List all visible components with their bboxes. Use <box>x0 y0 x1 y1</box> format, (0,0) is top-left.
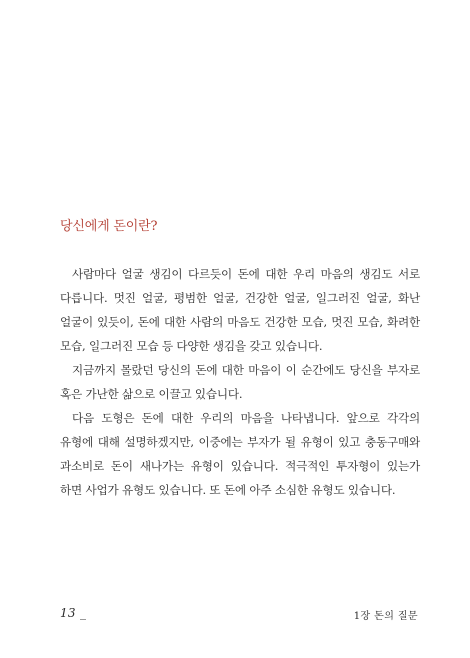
section-title: 당신에게 돈이란? <box>60 219 158 234</box>
paragraph-1: 사람마다 얼굴 생김이 다르듯이 돈에 대한 우리 마음의 생김도 서로 다릅니다. 멋진 얼굴, 평범한 얼굴, 건강한 얼굴, 일그러진 얼굴, 화난 얼굴이 있듯이, 돈에 대한 사람의 마음도 건강한 모습, 멋진 모습, 화려한 모습, 일그러진 모습 등 다양한 생김을 갖고 있습니다. <box>60 267 420 353</box>
body-text <box>60 262 420 502</box>
page-footer <box>60 606 418 624</box>
page-number: 13 _ <box>60 606 87 620</box>
paragraph-3: 다음 도형은 돈에 대한 우리의 마음을 나타냅니다. 앞으로 각각의 유형에 대해 설명하겠지만, 이중에는 부자가 될 유형이 있고 충동구매와 과소비로 돈이 새나가는 유형이 있습니다. 적극적인 투자형이 있는가 하면 사업가 유형도 있습니다. 또 돈에 아주 소심한 유형도 있습니다. <box>60 411 420 497</box>
chapter-label: 1장 돈의 질문 <box>353 611 418 622</box>
paragraph-2: 지금까지 몰랐던 당신의 돈에 대한 마음이 이 순간에도 당신을 부자로 혹은 가난한 삶으로 이끌고 있습니다. <box>60 363 420 401</box>
